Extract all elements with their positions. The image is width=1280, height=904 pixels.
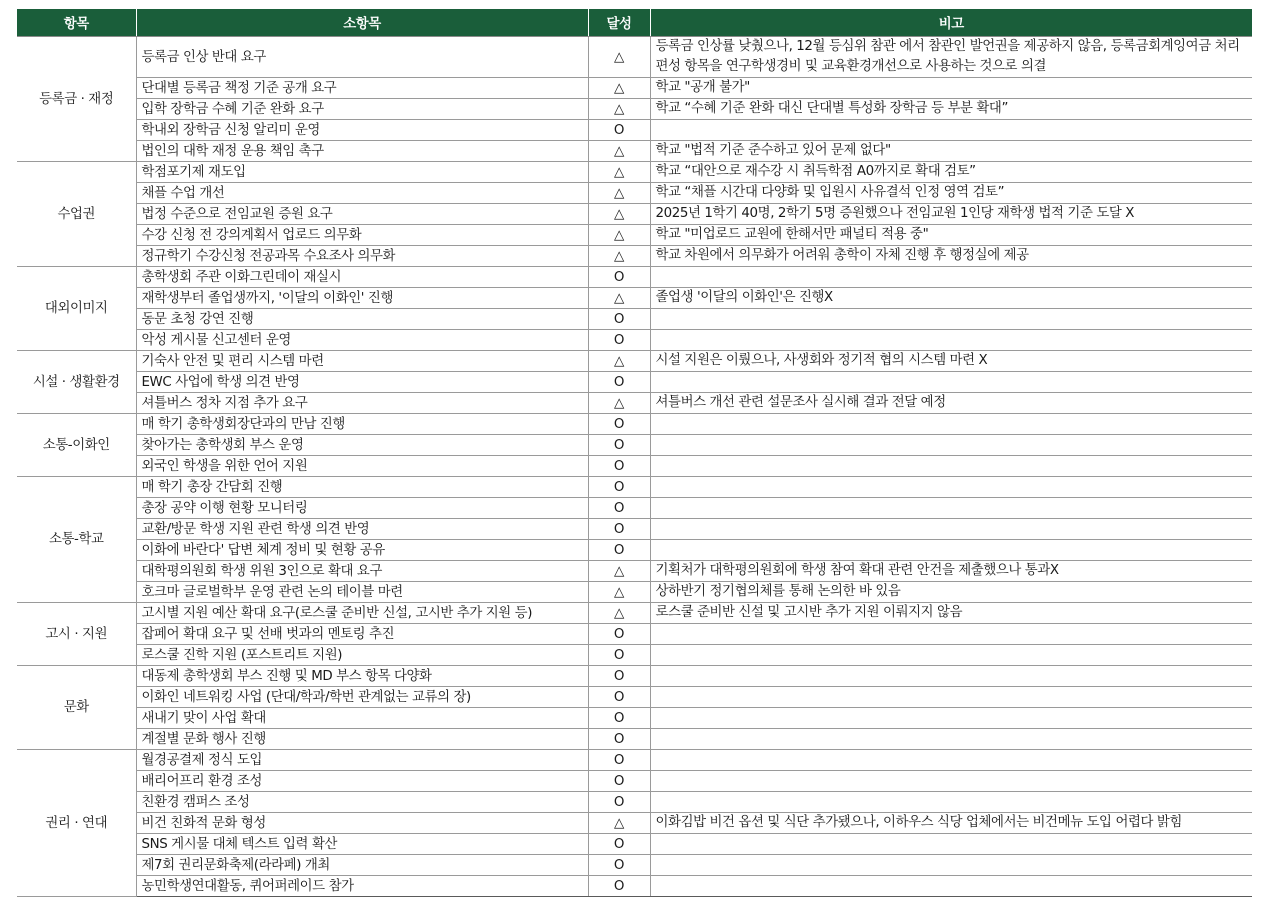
subitem-cell: 동문 초청 강연 진행 xyxy=(136,309,588,330)
note-cell: 학교 “수혜 기준 완화 대신 단대별 특성화 장학금 등 부분 확대” xyxy=(650,99,1252,120)
table-row xyxy=(17,498,1252,519)
note-cell xyxy=(650,855,1252,876)
subitem-cell: 기숙사 안전 및 편리 시스템 마련 xyxy=(136,351,588,372)
note-cell: 셔틀버스 개선 관련 설문조사 실시해 결과 전달 예정 xyxy=(650,393,1252,414)
subitem-cell: 채플 수업 개선 xyxy=(136,183,588,204)
note-cell xyxy=(650,330,1252,351)
table-row xyxy=(17,645,1252,666)
achievement-cell: O xyxy=(588,477,650,498)
note-cell xyxy=(650,267,1252,288)
achievement-cell: O xyxy=(588,519,650,540)
achievement-cell: △ xyxy=(588,813,650,834)
achievement-cell: △ xyxy=(588,78,650,99)
subitem-cell: 등록금 인상 반대 요구 xyxy=(136,37,588,78)
achievement-cell: △ xyxy=(588,99,650,120)
subitem-cell: 교환/방문 학생 지원 관련 학생 의견 반영 xyxy=(136,519,588,540)
table-row xyxy=(17,120,1252,141)
achievement-cell: △ xyxy=(588,561,650,582)
note-cell: 이화김밥 비건 옵션 및 식단 추가됐으나, 이하우스 식당 업체에서는 비건메뉴 도입 어렵다 밝힘 xyxy=(650,813,1252,834)
note-cell xyxy=(650,750,1252,771)
table-body xyxy=(17,37,1252,897)
subitem-cell: 새내기 맞이 사업 확대 xyxy=(136,708,588,729)
subitem-cell: 재학생부터 졸업생까지, '이달의 이화인' 진행 xyxy=(136,288,588,309)
table-row xyxy=(17,37,1252,78)
achievement-cell: O xyxy=(588,666,650,687)
table-row xyxy=(17,792,1252,813)
table-row xyxy=(17,708,1252,729)
note-cell xyxy=(650,792,1252,813)
achievement-cell: O xyxy=(588,750,650,771)
subitem-cell: 로스쿨 진학 지원 (포스트리트 지원) xyxy=(136,645,588,666)
note-cell xyxy=(650,645,1252,666)
achievement-cell: O xyxy=(588,792,650,813)
note-cell: 학교 "미업로드 교원에 한해서만 패널티 적용 중" xyxy=(650,225,1252,246)
category-cell: 소통-학교 xyxy=(17,477,136,603)
table-row xyxy=(17,561,1252,582)
subitem-cell: SNS 게시물 대체 텍스트 입력 확산 xyxy=(136,834,588,855)
table-row xyxy=(17,519,1252,540)
subitem-cell: 법정 수준으로 전임교원 증원 요구 xyxy=(136,204,588,225)
note-cell xyxy=(650,540,1252,561)
subitem-cell: 법인의 대학 재정 운용 책임 촉구 xyxy=(136,141,588,162)
header-category: 항목 xyxy=(17,9,136,37)
achievement-cell: O xyxy=(588,876,650,897)
note-cell: 학교 “대안으로 재수강 시 취득학점 A0까지로 확대 검토” xyxy=(650,162,1252,183)
table-row xyxy=(17,603,1252,624)
achievement-cell: O xyxy=(588,498,650,519)
achievement-cell: △ xyxy=(588,393,650,414)
achievement-cell: O xyxy=(588,855,650,876)
note-cell: 등록금 인상률 낮췄으나, 12월 등심위 참관 에서 참관인 발언권을 제공하지 않음, 등록금회계잉여금 처리 편성 항목을 연구학생경비 및 교육환경개선으로 사용하는 것으로 의결 xyxy=(650,37,1252,78)
table-row xyxy=(17,624,1252,645)
subitem-cell: 대학평의원회 학생 위원 3인으로 확대 요구 xyxy=(136,561,588,582)
note-cell xyxy=(650,708,1252,729)
note-cell xyxy=(650,729,1252,750)
subitem-cell: 찾아가는 총학생회 부스 운영 xyxy=(136,435,588,456)
table-row xyxy=(17,876,1252,897)
achievement-cell: △ xyxy=(588,141,650,162)
subitem-cell: 학내외 장학금 신청 알리미 운영 xyxy=(136,120,588,141)
note-cell xyxy=(650,666,1252,687)
note-cell xyxy=(650,120,1252,141)
header-notes: 비고 xyxy=(650,9,1252,37)
subitem-cell: 매 학기 총장 간담회 진행 xyxy=(136,477,588,498)
achievement-cell: O xyxy=(588,309,650,330)
achievement-cell: O xyxy=(588,708,650,729)
note-cell xyxy=(650,372,1252,393)
category-cell: 문화 xyxy=(17,666,136,750)
header-subitem: 소항목 xyxy=(136,9,588,37)
table-row xyxy=(17,855,1252,876)
achievement-cell: △ xyxy=(588,204,650,225)
table-row xyxy=(17,330,1252,351)
table-row xyxy=(17,813,1252,834)
subitem-cell: 친환경 캠퍼스 조성 xyxy=(136,792,588,813)
table-row xyxy=(17,540,1252,561)
subitem-cell: 비건 친화적 문화 형성 xyxy=(136,813,588,834)
table-row xyxy=(17,78,1252,99)
note-cell xyxy=(650,456,1252,477)
table-row xyxy=(17,666,1252,687)
table-row xyxy=(17,204,1252,225)
table-row xyxy=(17,687,1252,708)
note-cell: 학교 “채플 시간대 다양화 및 입원시 사유결석 인정 영역 검토” xyxy=(650,183,1252,204)
note-cell xyxy=(650,624,1252,645)
table-row xyxy=(17,141,1252,162)
note-cell xyxy=(650,519,1252,540)
table-row xyxy=(17,393,1252,414)
note-cell: 학교 차원에서 의무화가 어려워 총학이 자체 진행 후 행정실에 제공 xyxy=(650,246,1252,267)
pledge-table xyxy=(17,9,1252,897)
subitem-cell: 외국인 학생을 위한 언어 지원 xyxy=(136,456,588,477)
subitem-cell: 배리어프리 환경 조성 xyxy=(136,771,588,792)
subitem-cell: 수강 신청 전 강의계획서 업로드 의무화 xyxy=(136,225,588,246)
table-row xyxy=(17,225,1252,246)
note-cell: 학교 "법적 기준 준수하고 있어 문제 없다" xyxy=(650,141,1252,162)
achievement-cell: O xyxy=(588,456,650,477)
note-cell: 상하반기 정기협의체를 통해 논의한 바 있음 xyxy=(650,582,1252,603)
note-cell xyxy=(650,309,1252,330)
achievement-cell: △ xyxy=(588,288,650,309)
achievement-cell: △ xyxy=(588,225,650,246)
achievement-cell: △ xyxy=(588,582,650,603)
table-row xyxy=(17,729,1252,750)
category-cell: 소통-이화인 xyxy=(17,414,136,477)
subitem-cell: 학점포기제 재도입 xyxy=(136,162,588,183)
subitem-cell: 월경공결제 정식 도입 xyxy=(136,750,588,771)
subitem-cell: 잡페어 확대 요구 및 선배 벗과의 멘토링 추진 xyxy=(136,624,588,645)
achievement-cell: O xyxy=(588,540,650,561)
table-row xyxy=(17,456,1252,477)
note-cell: 기획처가 대학평의원회에 학생 참여 확대 관련 안건을 제출했으나 통과X xyxy=(650,561,1252,582)
subitem-cell: 입학 장학금 수혜 기준 완화 요구 xyxy=(136,99,588,120)
table-row xyxy=(17,435,1252,456)
table-row xyxy=(17,99,1252,120)
achievement-cell: O xyxy=(588,435,650,456)
table-row xyxy=(17,582,1252,603)
table-row xyxy=(17,183,1252,204)
header-achievement: 달성 xyxy=(588,9,650,37)
achievement-cell: O xyxy=(588,687,650,708)
category-cell: 수업권 xyxy=(17,162,136,267)
note-cell xyxy=(650,414,1252,435)
table-row xyxy=(17,477,1252,498)
note-cell xyxy=(650,477,1252,498)
table-row xyxy=(17,834,1252,855)
note-cell xyxy=(650,834,1252,855)
achievement-cell: O xyxy=(588,330,650,351)
subitem-cell: 계절별 문화 행사 진행 xyxy=(136,729,588,750)
achievement-cell: △ xyxy=(588,183,650,204)
achievement-cell: O xyxy=(588,372,650,393)
achievement-cell: △ xyxy=(588,603,650,624)
note-cell xyxy=(650,687,1252,708)
subitem-cell: 총장 공약 이행 현황 모니터링 xyxy=(136,498,588,519)
achievement-cell: O xyxy=(588,771,650,792)
category-cell: 권리 · 연대 xyxy=(17,750,136,897)
table-row xyxy=(17,771,1252,792)
achievement-cell: △ xyxy=(588,246,650,267)
note-cell xyxy=(650,876,1252,897)
achievement-cell: △ xyxy=(588,351,650,372)
subitem-cell: 이화인 네트워킹 사업 (단대/학과/학번 관계없는 교류의 장) xyxy=(136,687,588,708)
note-cell xyxy=(650,771,1252,792)
achievement-cell: △ xyxy=(588,162,650,183)
table-row xyxy=(17,414,1252,435)
table-row xyxy=(17,309,1252,330)
achievement-cell: △ xyxy=(588,37,650,78)
category-cell: 시설 · 생활환경 xyxy=(17,351,136,414)
subitem-cell: 정규학기 수강신청 전공과목 수요조사 의무화 xyxy=(136,246,588,267)
category-cell: 고시 · 지원 xyxy=(17,603,136,666)
table-row xyxy=(17,750,1252,771)
subitem-cell: 이화에 바란다' 답변 체계 정비 및 현황 공유 xyxy=(136,540,588,561)
achievement-cell: O xyxy=(588,645,650,666)
achievement-cell: O xyxy=(588,267,650,288)
note-cell xyxy=(650,498,1252,519)
subitem-cell: 총학생회 주관 이화그린데이 재실시 xyxy=(136,267,588,288)
achievement-cell: O xyxy=(588,414,650,435)
subitem-cell: 대동제 총학생회 부스 진행 및 MD 부스 항목 다양화 xyxy=(136,666,588,687)
category-cell: 등록금 · 재정 xyxy=(17,37,136,162)
note-cell: 학교 "공개 불가" xyxy=(650,78,1252,99)
header-row xyxy=(17,9,1252,37)
category-cell: 대외이미지 xyxy=(17,267,136,351)
achievement-cell: O xyxy=(588,729,650,750)
subitem-cell: 셔틀버스 정차 지점 추가 요구 xyxy=(136,393,588,414)
table-row xyxy=(17,288,1252,309)
table-row xyxy=(17,246,1252,267)
subitem-cell: 제7회 권리문화축제(라라페) 개최 xyxy=(136,855,588,876)
table-row xyxy=(17,267,1252,288)
note-cell: 졸업생 '이달의 이화인'은 진행X xyxy=(650,288,1252,309)
note-cell: 시설 지원은 이뤘으나, 사생회와 정기적 협의 시스템 마련 X xyxy=(650,351,1252,372)
achievement-cell: O xyxy=(588,834,650,855)
achievement-cell: O xyxy=(588,120,650,141)
note-cell: 로스쿨 준비반 신설 및 고시반 추가 지원 이뤄지지 않음 xyxy=(650,603,1252,624)
subitem-cell: 매 학기 총학생회장단과의 만남 진행 xyxy=(136,414,588,435)
table-row xyxy=(17,372,1252,393)
note-cell: 2025년 1학기 40명, 2학기 5명 증원했으나 전임교원 1인당 재학생 법적 기준 도달 X xyxy=(650,204,1252,225)
achievement-cell: O xyxy=(588,624,650,645)
note-cell xyxy=(650,435,1252,456)
subitem-cell: 고시별 지원 예산 확대 요구(로스쿨 준비반 신설, 고시반 추가 지원 등) xyxy=(136,603,588,624)
subitem-cell: 악성 게시물 신고센터 운영 xyxy=(136,330,588,351)
subitem-cell: 호크마 글로벌학부 운영 관련 논의 테이블 마련 xyxy=(136,582,588,603)
subitem-cell: EWC 사업에 학생 의견 반영 xyxy=(136,372,588,393)
subitem-cell: 농민학생연대활동, 퀴어퍼레이드 참가 xyxy=(136,876,588,897)
subitem-cell: 단대별 등록금 책정 기준 공개 요구 xyxy=(136,78,588,99)
table-row xyxy=(17,351,1252,372)
table-row xyxy=(17,162,1252,183)
